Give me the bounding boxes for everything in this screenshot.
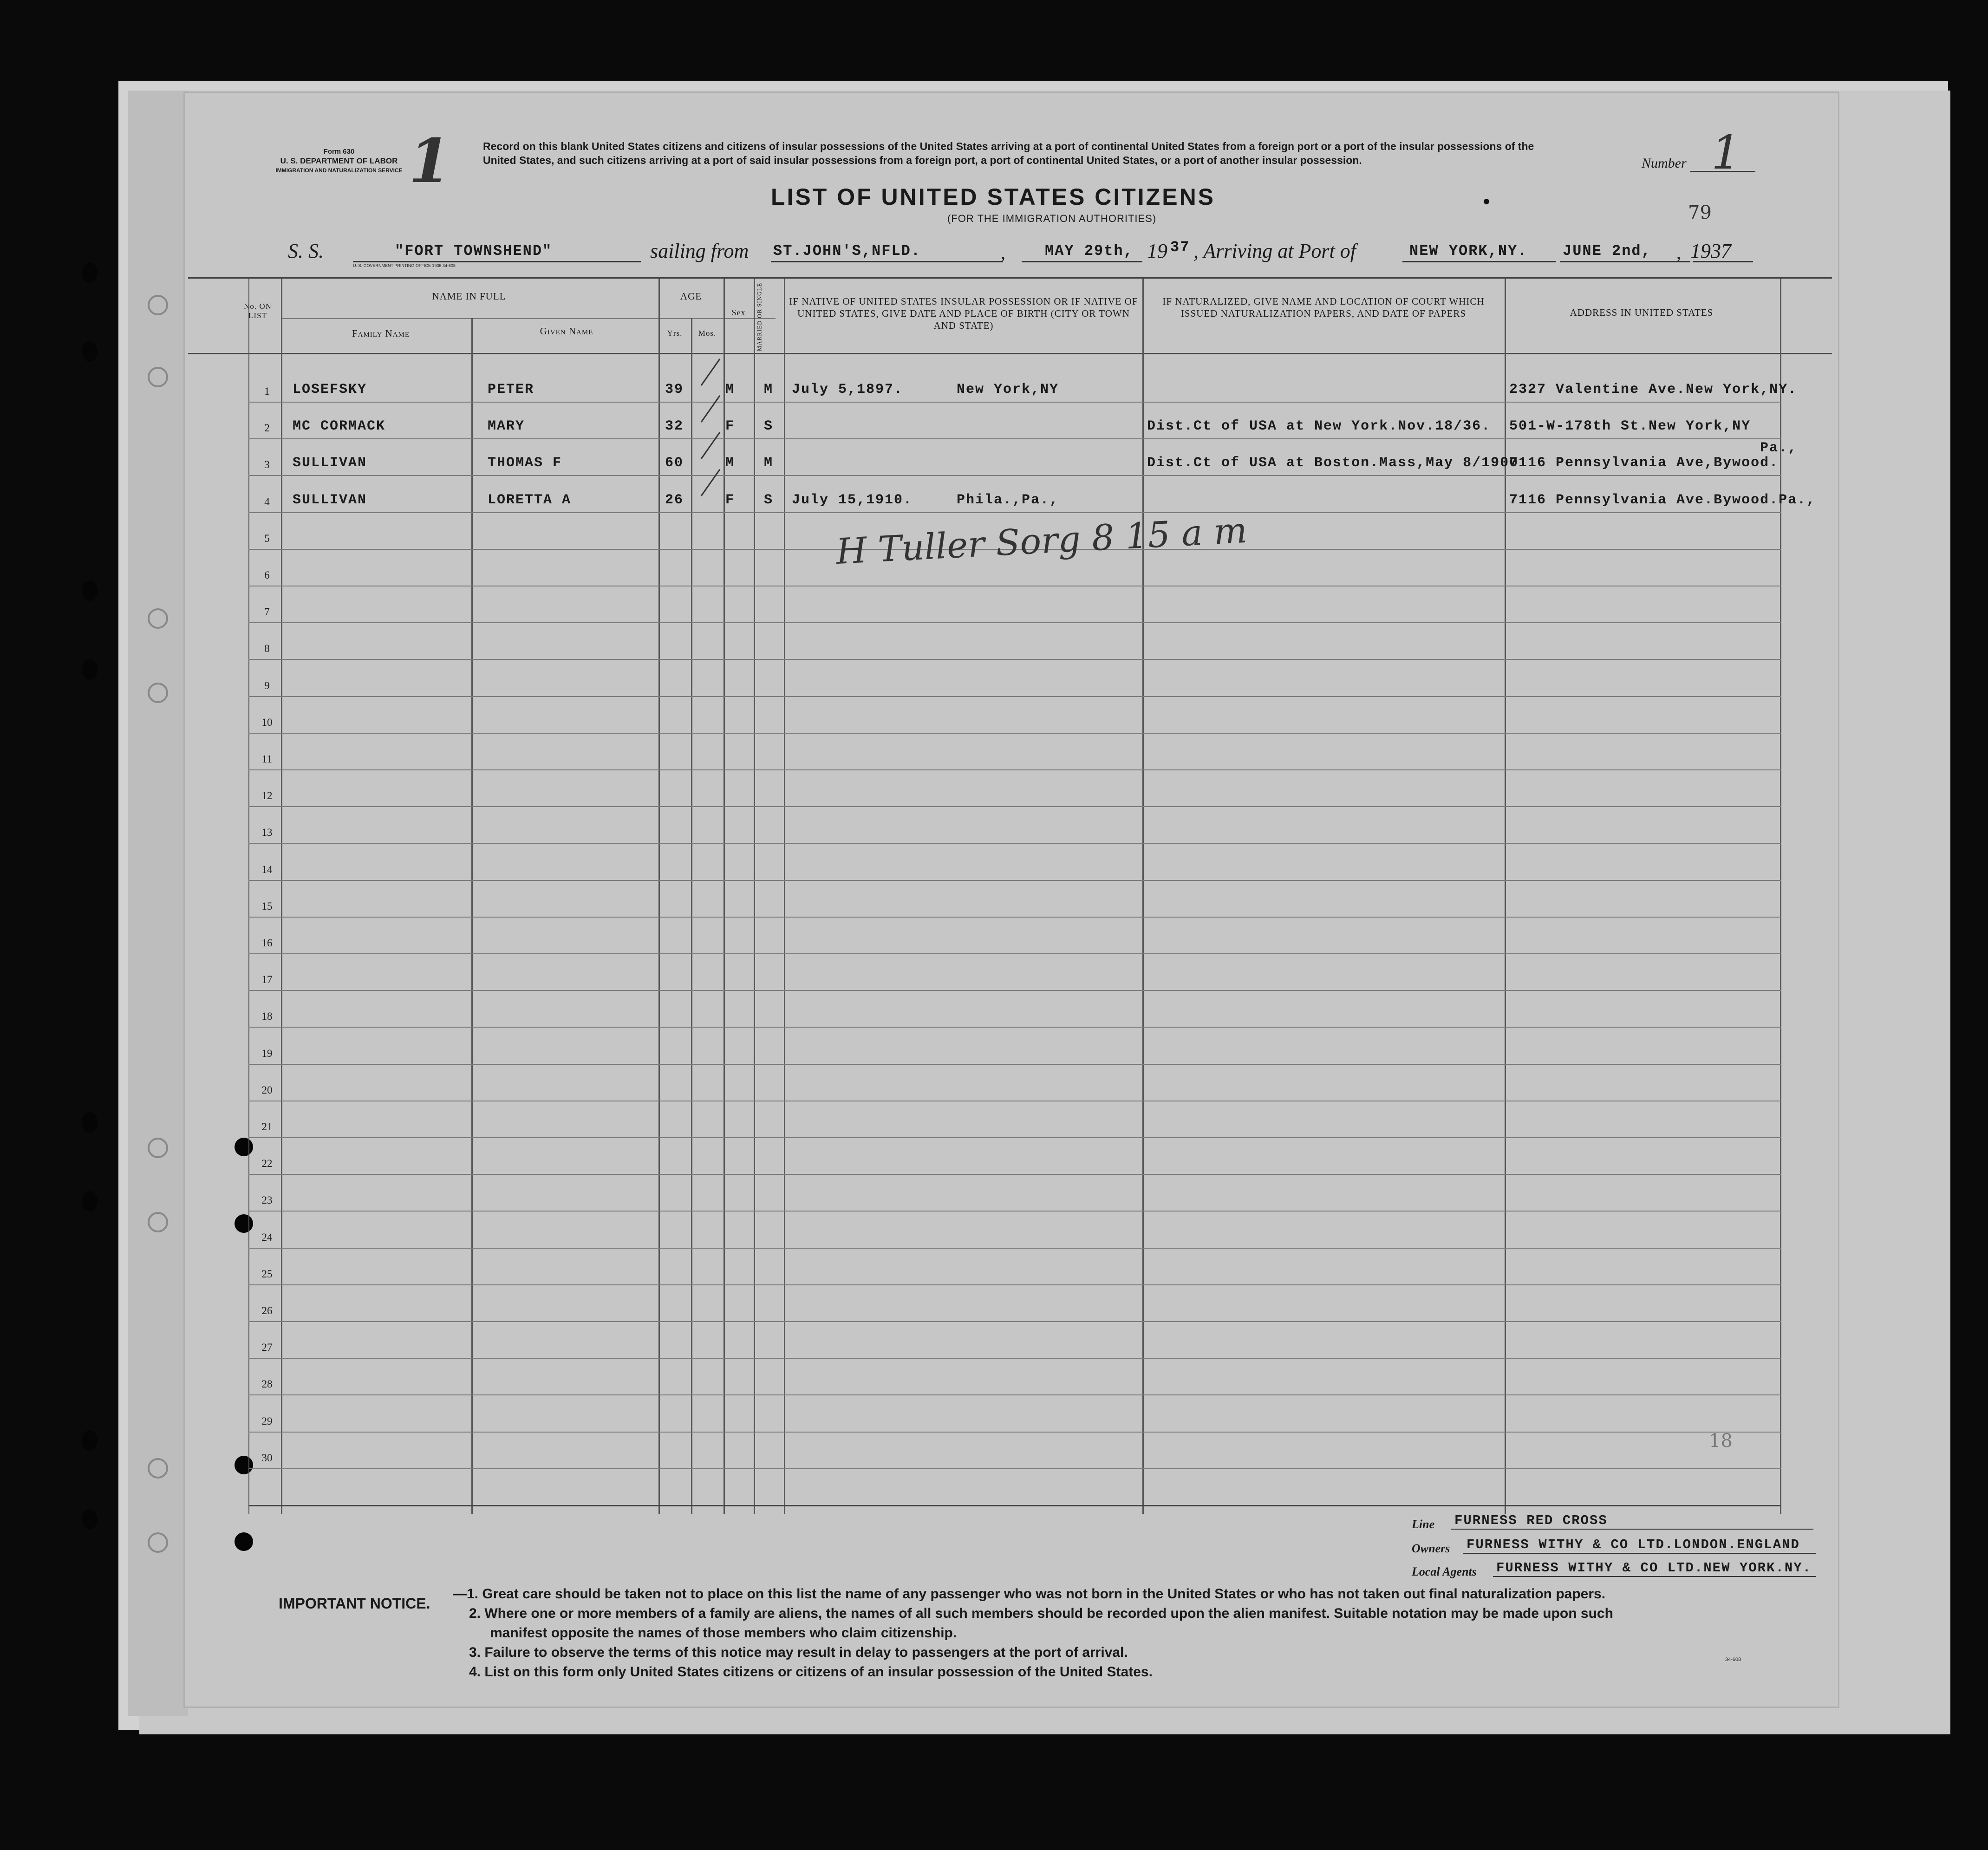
header-name-in-full: NAME IN FULL: [432, 291, 506, 302]
binder-ring: [148, 1458, 168, 1479]
passenger-yrs: 39: [665, 382, 684, 397]
row-number: 2: [264, 422, 270, 434]
row-rule: [248, 1468, 1781, 1469]
ss-label: S. S.: [288, 240, 324, 262]
comma: ,: [1676, 242, 1681, 263]
binder-ring: [148, 1212, 168, 1232]
row-number: 11: [261, 753, 273, 765]
binder-ring: [148, 367, 168, 387]
binder-ring: [148, 683, 168, 703]
passenger-yrs: 60: [665, 455, 684, 471]
sheet-hole: [235, 1532, 253, 1551]
agents-value: FURNESS WITHY & CO LTD.NEW YORK.NY.: [1496, 1560, 1812, 1576]
header-native-birthplace: IF NATIVE OF UNITED STATES INSULAR POSSESSION OR IF NATIVE OF UNITED STATES, GIVE DATE AND PLACE OF BIRTH (CITY OR TOWN AND STATE): [789, 296, 1138, 331]
passenger-family: SULLIVAN: [293, 492, 367, 508]
print-note: U. S. GOVERNMENT PRINTING OFFICE 1936 34-608: [353, 263, 456, 268]
passenger-given: THOMAS F: [488, 455, 562, 471]
sheet-hole: [235, 1138, 253, 1156]
passenger-family: MC CORMACK: [293, 418, 386, 435]
passenger-given: LORETTA A: [488, 492, 572, 508]
row-number: 5: [264, 532, 270, 544]
ship-name: "FORT TOWNSHEND": [395, 242, 553, 260]
row-rule: [248, 696, 1781, 697]
passenger-birth-date: July 5,1897.: [792, 382, 904, 397]
row-number: 28: [261, 1378, 273, 1390]
arrival-year-underline: [1693, 261, 1753, 262]
departure-underline: [771, 261, 1003, 262]
row-number: 21: [261, 1121, 273, 1133]
binder-ring: [148, 1138, 168, 1158]
row-rule: [248, 659, 1781, 660]
notice-item-2b: manifest opposite the names of those members who claim citizenship.: [490, 1625, 957, 1641]
passenger-yrs: 32: [665, 418, 684, 435]
row-number: 20: [261, 1084, 273, 1096]
row-number: 23: [261, 1194, 273, 1206]
binder-hole: [82, 341, 98, 362]
passenger-given: MARY: [488, 418, 525, 435]
arrival-date-underline: [1560, 261, 1690, 262]
notice-label: IMPORTANT NOTICE.: [279, 1595, 430, 1612]
arrival-year: 1937: [1690, 240, 1731, 262]
row-rule: [248, 843, 1781, 844]
passenger-ms: M: [764, 455, 774, 471]
table-bottom-rule: [248, 1505, 1781, 1506]
passenger-sex: F: [725, 492, 735, 508]
row-number: 13: [261, 827, 273, 839]
row-rule: [248, 806, 1781, 807]
owners-value: FURNESS WITHY & CO LTD.LONDON.ENGLAND: [1467, 1537, 1800, 1552]
header-no-on-list: No. ON LIST: [244, 302, 272, 320]
passenger-address: 501-W-178th St.New York,NY: [1509, 418, 1751, 435]
notice-item-2: 2. Where one or more members of a family are aliens, the names of all such members should be recorded upon the alien manifest. Suitable notation may be made upon such: [469, 1606, 1613, 1621]
century-prefix: 19: [1147, 240, 1167, 262]
col-line-ms: [784, 279, 785, 1514]
passenger-birth-place: New York,NY: [957, 382, 1059, 397]
row-rule: [248, 990, 1781, 991]
departure-port: ST.JOHN'S,NFLD.: [773, 242, 921, 260]
col-line-sex: [754, 279, 755, 1514]
ship-underline: [353, 261, 641, 262]
binder-ring: [148, 1532, 168, 1553]
binder-hole: [82, 659, 98, 680]
passenger-address: 7116 Pennsylvania Ave,Bywood.: [1509, 455, 1779, 471]
row-rule: [248, 917, 1781, 918]
header-sex: Sex: [731, 308, 746, 317]
department-line: U. S. DEPARTMENT OF LABOR: [280, 156, 398, 165]
line-underline: [1451, 1529, 1813, 1530]
owners-label: Owners: [1412, 1542, 1450, 1555]
row-rule: [248, 733, 1781, 734]
arrival-port-underline: [1402, 261, 1556, 262]
header-naturalized-court: IF NATURALIZED, GIVE NAME AND LOCATION OF COURT WHICH ISSUED NATURALIZATION PAPERS, AND DATE OF PAPERS: [1162, 296, 1485, 319]
bullet-mark: [1484, 199, 1489, 204]
row-rule: [248, 438, 1781, 439]
row-number: 17: [261, 974, 273, 986]
row-number: 27: [261, 1342, 273, 1354]
form-title: LIST OF UNITED STATES CITIZENS: [771, 184, 1216, 210]
row-number: 1: [264, 385, 270, 397]
passenger-ms: S: [764, 492, 774, 508]
col-line-left: [248, 279, 249, 1514]
row-number: 18: [261, 1010, 273, 1023]
arrival-date: JUNE 2nd,: [1563, 242, 1651, 260]
header-family-name: Family Name: [352, 328, 410, 339]
sail-year: 37: [1170, 239, 1190, 256]
row-rule: [248, 1321, 1781, 1322]
passenger-family: LOSEFSKY: [293, 382, 367, 397]
row-number: 24: [261, 1231, 273, 1243]
owners-underline: [1463, 1553, 1816, 1554]
table-top-border: [188, 277, 1832, 279]
passenger-birth-place: Phila.,Pa.,: [957, 492, 1059, 508]
passenger-address-extra: Pa.,: [1760, 440, 1798, 456]
row-number: 6: [264, 569, 270, 581]
col-line-native: [1142, 279, 1144, 1514]
row-rule: [248, 402, 1781, 403]
row-number: 9: [264, 679, 270, 691]
passenger-given: PETER: [488, 382, 534, 397]
row-number: 3: [264, 459, 270, 471]
row-rule: [248, 1064, 1781, 1065]
row-rule: [248, 1211, 1781, 1212]
row-rule: [248, 622, 1781, 623]
passenger-sex: M: [725, 382, 735, 397]
header-mos: Mos.: [698, 329, 717, 338]
row-rule: [248, 1394, 1781, 1395]
handwritten-sheet-number: 1: [409, 125, 451, 196]
form-subtitle: (FOR THE IMMIGRATION AUTHORITIES): [947, 213, 1157, 224]
passenger-birth-date: July 15,1910.: [792, 492, 913, 508]
row-rule: [248, 953, 1781, 954]
row-rule: [248, 1174, 1781, 1175]
sail-date: MAY 29th,: [1045, 242, 1134, 260]
binder-hole: [82, 1191, 98, 1212]
notice-item-3: 3. Failure to observe the terms of this notice may result in delay to passengers at the port of arrival.: [469, 1645, 1128, 1660]
row-rule: [248, 1432, 1781, 1433]
row-number: 8: [264, 643, 270, 655]
form-preamble: Record on this blank United States citizens and citizens of insular possessions of the United States arriving at a port of continental United States from a foreign port or a port of the insular possessions of the United States, and such citizens arriving at a port of said insular possessions from a foreign port, a port of continental United States, or a port of another insular possession.: [483, 140, 1534, 166]
row-number: 12: [261, 790, 273, 802]
row-rule: [248, 475, 1781, 476]
arrival-port: NEW YORK,NY.: [1409, 242, 1528, 260]
row-number: 25: [261, 1268, 273, 1280]
row-rule: [248, 1027, 1781, 1028]
col-line-yrs: [691, 318, 692, 1514]
row-number: 30: [261, 1452, 273, 1464]
header-given-name: Given Name: [540, 326, 593, 337]
notice-item-1: —1. Great care should be taken not to place on this list the name of any passenger who was not born in the United States or who has not taken out final naturalization papers.: [453, 1586, 1606, 1602]
row-rule: [248, 1248, 1781, 1249]
row-number: 15: [261, 900, 273, 912]
binder-hole: [82, 262, 98, 283]
row-number: 7: [264, 606, 270, 618]
header-yrs: Yrs.: [667, 329, 683, 338]
sheet-hole: [235, 1456, 253, 1474]
notice-item-4: 4. List on this form only United States citizens or citizens of an insular possession of the United States.: [469, 1664, 1153, 1680]
row-number: 10: [261, 716, 273, 728]
binder-ring: [148, 295, 168, 315]
passenger-naturalized: Dist.Ct of USA at Boston.Mass,May 8/1900.: [1147, 455, 1528, 471]
header-married-or-single: MARRIED OR SINGLE: [756, 282, 763, 352]
passenger-ms: M: [764, 382, 774, 397]
number-value: 1: [1711, 125, 1741, 180]
header-address: ADDRESS IN UNITED STATES: [1570, 307, 1714, 318]
passenger-naturalized: Dist.Ct of USA at New York.Nov.18/36.: [1147, 418, 1491, 435]
handwritten-annotation: H Tuller Sorg 8 15 a m: [835, 509, 1248, 573]
row-number: 26: [261, 1305, 273, 1316]
arriving-label: , Arriving at Port of: [1193, 240, 1356, 262]
row-rule: [248, 512, 1781, 513]
header-bottom-border: [188, 353, 1832, 354]
col-line-family: [471, 318, 473, 1514]
col-line-name: [658, 279, 660, 1514]
header-subdivider: [281, 318, 776, 319]
row-rule: [248, 1358, 1781, 1359]
row-number: 4: [264, 495, 270, 508]
passenger-yrs: 26: [665, 492, 684, 508]
header-age: AGE: [680, 291, 702, 302]
comma: ,: [1001, 242, 1005, 263]
passenger-family: SULLIVAN: [293, 455, 367, 471]
col-line-age: [724, 279, 725, 1514]
row-rule: [248, 880, 1781, 881]
row-number: 22: [261, 1158, 273, 1170]
passenger-sex: F: [725, 418, 735, 435]
passenger-address: 2327 Valentine Ave.New York,NY.: [1509, 382, 1798, 397]
row-number: 19: [261, 1047, 273, 1059]
line-label: Line: [1412, 1518, 1435, 1531]
service-line: IMMIGRATION AND NATURALIZATION SERVICE: [275, 167, 403, 174]
row-rule: [248, 769, 1781, 770]
line-value: FURNESS RED CROSS: [1454, 1513, 1608, 1528]
binder-hole: [82, 1430, 98, 1451]
binder-hole: [82, 580, 98, 601]
sheet-hole: [235, 1214, 253, 1233]
footer-print-code: 34-608: [1725, 1657, 1741, 1662]
sailing-from-label: sailing from: [650, 240, 749, 262]
binder-ring: [148, 608, 168, 629]
row-rule: [248, 1137, 1781, 1138]
binder-hole: [82, 1112, 98, 1133]
passenger-address: 7116 Pennsylvania Ave.Bywood.Pa.,: [1509, 492, 1816, 508]
number-label: Number: [1642, 156, 1687, 171]
row-number: 16: [261, 937, 273, 949]
agents-label: Local Agents: [1412, 1565, 1477, 1578]
col-line-address: [1780, 279, 1781, 1514]
sail-date-underline: [1022, 261, 1142, 262]
binder-hole: [82, 1509, 98, 1530]
pencil-mark: 18: [1709, 1430, 1733, 1452]
form-number: Form 630: [323, 148, 355, 156]
col-line-no: [281, 279, 282, 1514]
row-number: 29: [261, 1415, 273, 1427]
agents-underline: [1493, 1576, 1816, 1577]
row-number: 14: [261, 863, 273, 875]
passenger-ms: S: [764, 418, 774, 435]
passenger-sex: M: [725, 455, 735, 471]
row-rule: [248, 1284, 1781, 1285]
stamp-number: 79: [1688, 202, 1712, 223]
